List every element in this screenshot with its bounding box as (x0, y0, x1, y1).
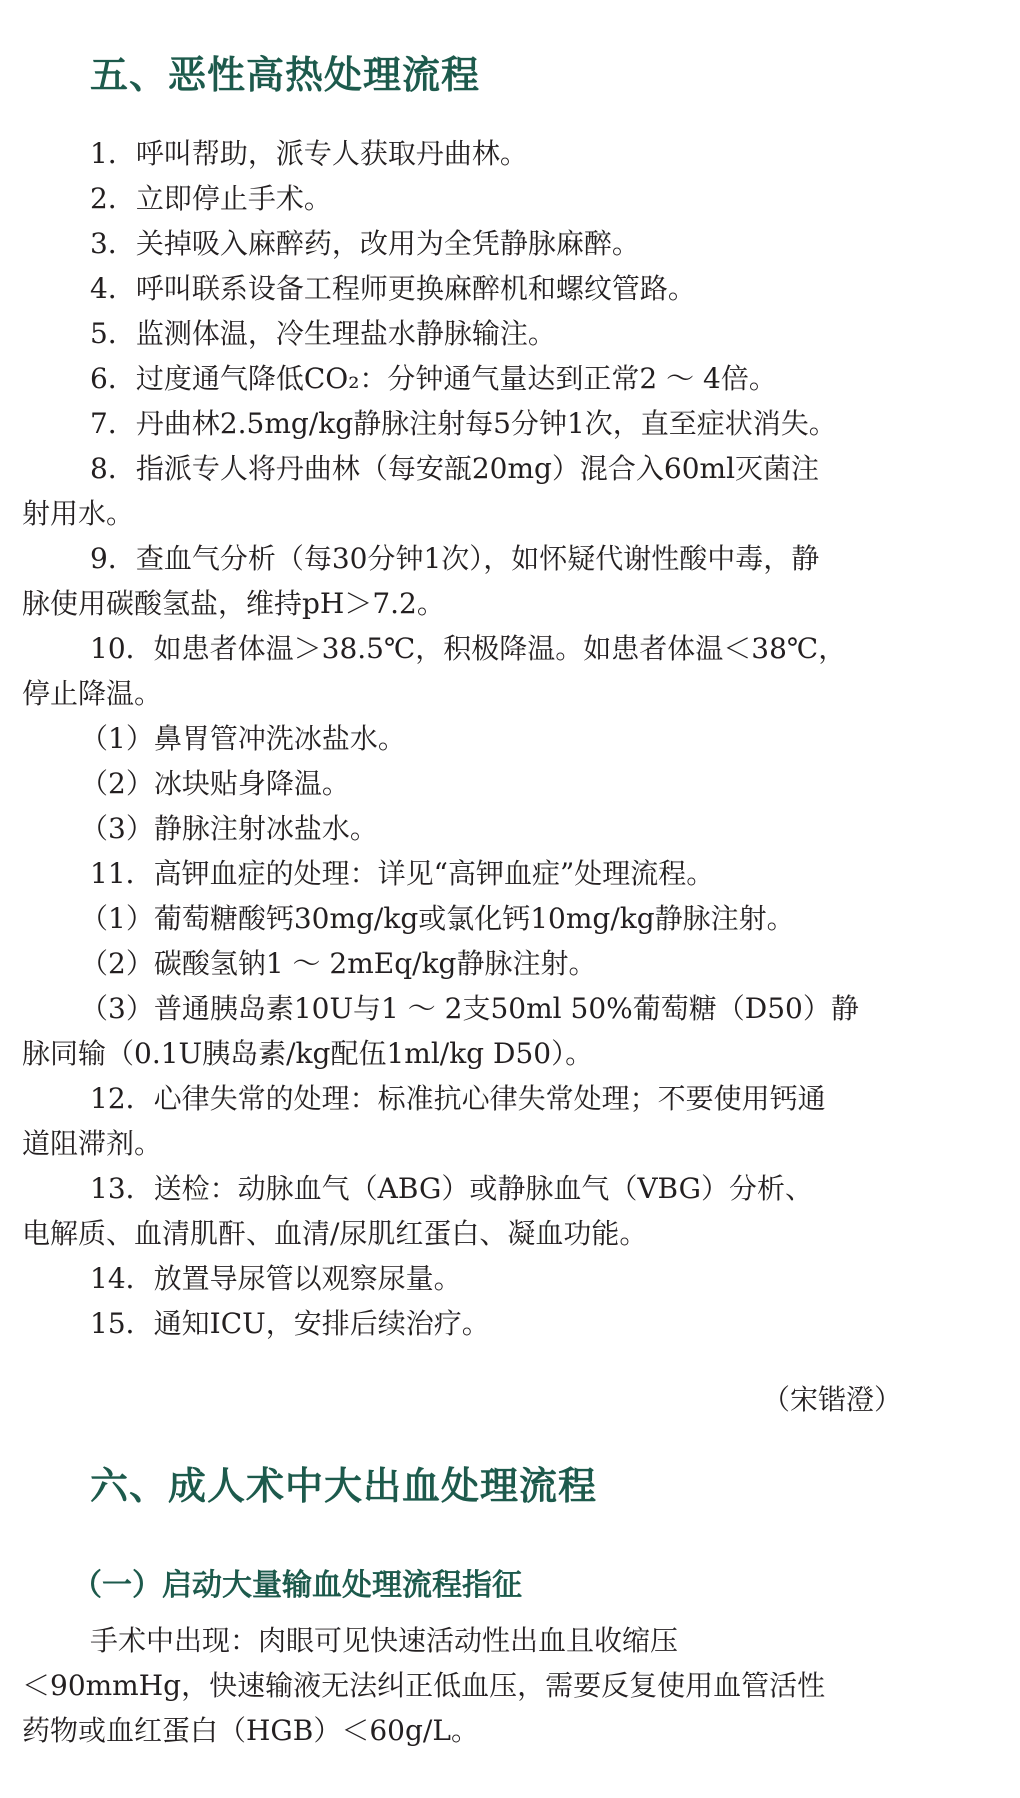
sub-list-item: （2）碳酸氢钠1 ～ 2mEq/kg静脉注射。 (80, 947, 597, 980)
sub-list-item: （3）静脉注射冰盐水。 (80, 812, 378, 845)
author-signature: （宋锴澄） (761, 1383, 902, 1416)
list-item: 1．呼叫帮助，派专人获取丹曲林。 (90, 137, 528, 170)
list-item-continuation: 脉使用碳酸氢盐，维持pH＞7.2。 (22, 587, 445, 620)
section-6-body (22, 1618, 988, 1753)
list-item: 8．指派专人将丹曲林（每安瓿20mg）混合入60ml灭菌注 (90, 452, 820, 485)
list-item: 10．如患者体温＞38.5℃，积极降温。如患者体温＜38℃， (90, 632, 847, 665)
section-5-title: 五、恶性高热处理流程 (90, 53, 481, 97)
list-item: 12．心律失常的处理：标准抗心律失常处理；不要使用钙通 (90, 1082, 826, 1115)
list-item: 9．查血气分析（每30分钟1次），如怀疑代谢性酸中毒，静 (90, 542, 820, 575)
list-item: 14．放置导尿管以观察尿量。 (90, 1262, 462, 1295)
sub-list-item: （3）普通胰岛素10U与1 ～ 2支50ml 50%葡萄糖（D50）静 (80, 992, 859, 1025)
paragraph-line: 药物或血红蛋白（HGB）＜60g/L。 (22, 1714, 479, 1747)
list-item: 13．送检：动脉血气（ABG）或静脉血气（VBG）分析、 (90, 1172, 813, 1205)
list-item: 5．监测体温，冷生理盐水静脉输注。 (90, 317, 556, 350)
subsection-title: （一）启动大量输血处理流程指征 (72, 1568, 522, 1603)
sub-list-item: （1）葡萄糖酸钙30mg/kg或氯化钙10mg/kg静脉注射。 (80, 902, 795, 935)
sub-list-item: （2）冰块贴身降温。 (80, 767, 350, 800)
list-item: 11．高钾血症的处理：详见“高钾血症”处理流程。 (90, 857, 715, 890)
paragraph-line: ＜90mmHg，快速输液无法纠正低血压，需要反复使用血管活性 (22, 1669, 826, 1702)
list-item-continuation: 道阻滞剂。 (22, 1127, 163, 1160)
list-item-continuation: 射用水。 (22, 497, 135, 530)
list-item-continuation: 停止降温。 (22, 677, 163, 710)
list-item: 7．丹曲林2.5mg/kg静脉注射每5分钟1次，直至症状消失。 (90, 407, 837, 440)
list-item: 3．关掉吸入麻醉药，改用为全凭静脉麻醉。 (90, 227, 640, 260)
list-item: 2．立即停止手术。 (90, 182, 332, 215)
list-item-continuation: 电解质、血清肌酐、血清/尿肌红蛋白、凝血功能。 (22, 1217, 648, 1250)
list-item: 4．呼叫联系设备工程师更换麻醉机和螺纹管路。 (90, 272, 696, 305)
section-6-title: 六、成人术中大出血处理流程 (90, 1464, 598, 1508)
list-item-continuation: 脉同输（0.1U胰岛素/kg配伍1ml/kg D50）。 (22, 1037, 594, 1070)
list-item: 6．过度通气降低CO₂：分钟通气量达到正常2 ～ 4倍。 (90, 362, 777, 395)
sub-list-item: （1）鼻胃管冲洗冰盐水。 (80, 722, 406, 755)
list-item: 15．通知ICU，安排后续治疗。 (90, 1307, 490, 1340)
section-5-body (22, 131, 988, 1346)
paragraph-line: 手术中出现：肉眼可见快速活动性出血且收缩压 (90, 1624, 679, 1657)
